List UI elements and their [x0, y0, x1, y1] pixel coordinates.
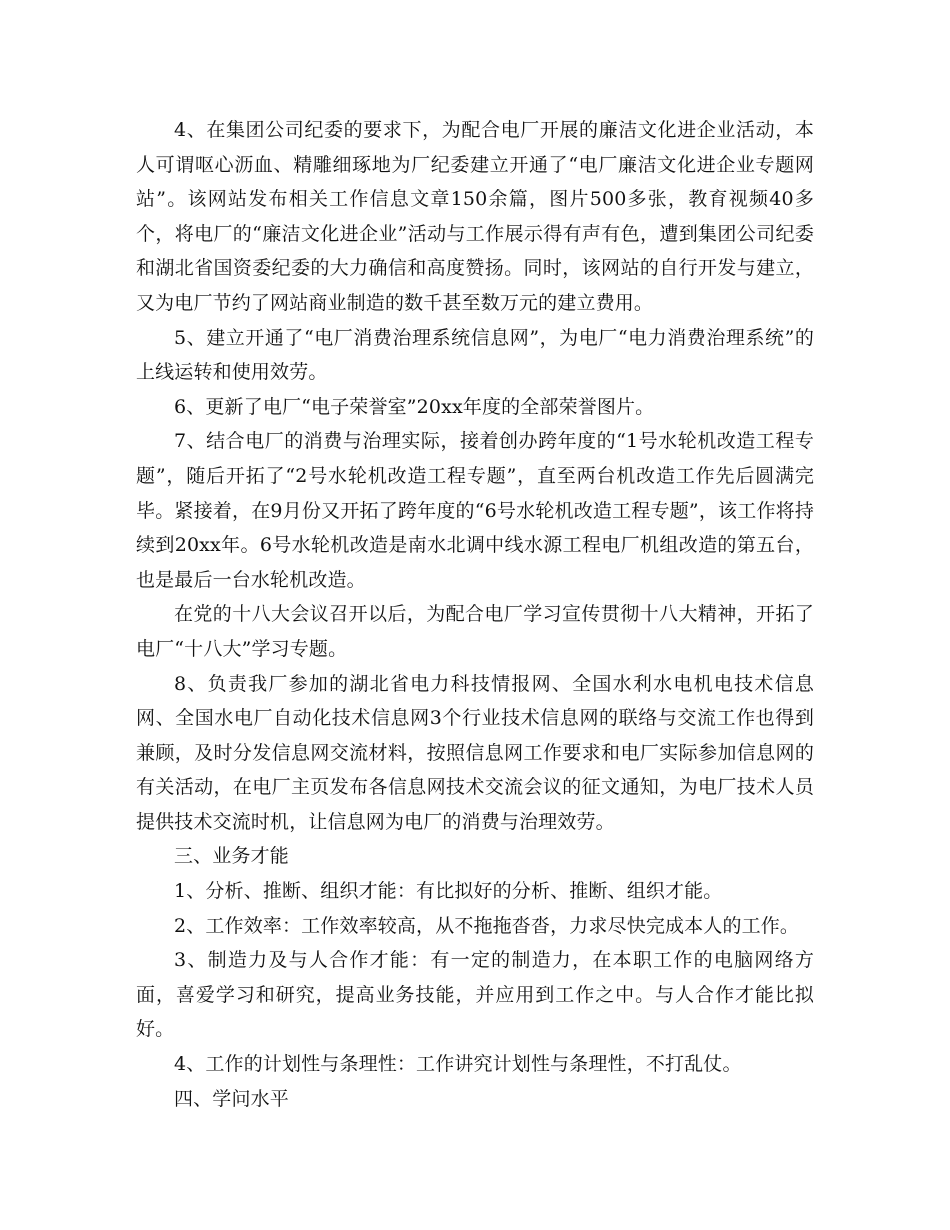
paragraph-ability-analysis: 1、分析、推断、组织才能：有比拟好的分析、推断、组织才能。: [174, 880, 723, 903]
paragraph-ability-creativity: 3、制造力及与人合作才能：有一定的制造力，在本职工作的电脑网络方面，喜爱学习和研究，提高业务技能，并应用到工作之中。与人合作才能比拟好。: [136, 949, 814, 1041]
paragraph-item-6-honor-room: 6、更新了电厂“电子荣誉室”20xx年度的全部荣誉图片。: [174, 395, 655, 418]
section-heading-business-ability: 三、业务才能: [174, 845, 289, 868]
paragraph-item-5-system-network: 5、建立开通了“电厂消费治理系统信息网”，为电厂“电力消费治理系统”的上线运转和使用效劳。: [136, 326, 814, 384]
paragraph-ability-planning: 4、工作的计划性与条理性：工作讲究计划性与条理性，不打乱仗。: [174, 1053, 742, 1076]
section-heading-knowledge-level: 四、学问水平: [174, 1087, 289, 1110]
paragraph-ability-efficiency: 2、工作效率：工作效率较高，从不拖拖沓沓，力求尽快完成本人的工作。: [174, 914, 800, 937]
paragraph-item-4-website: 4、在集团公司纪委的要求下，为配合电厂开展的廉洁文化进企业活动，本人可谓呕心沥血、精雕细琢地为厂纪委建立开通了“电厂廉洁文化进企业专题网站”。该网站发布相关工作信息文章150余篇，图片500多张，教育视频40多个，将电厂的“廉洁文化进企业”活动与工作展示得有声有色，遭到集团公司纪委和湖北省国资委纪委的大力确信和高度赞扬。同时，该网站的自行开发与建立，又为电厂节约了网站商业制造的数千甚至数万元的建立费用。: [136, 119, 814, 314]
paragraph-item-7-turbine-projects: 7、结合电厂的消费与治理实际，接着创办跨年度的“1号水轮机改造工程专题”，随后开拓了“2号水轮机改造工程专题”，直至两台机改造工作先后圆满完毕。紧接着，在9月份又开拓了跨年度的“6号水轮机改造工程专题”，该工作将持续到20xx年。6号水轮机改造是南水北调中线水源工程电厂机组改造的第五台，也是最后一台水轮机改造。: [136, 430, 814, 591]
paragraph-eighteenth-congress: 在党的十八大会议召开以后，为配合电厂学习宣传贯彻十八大精神，开拓了电厂“十八大”学习专题。: [136, 603, 814, 660]
paragraph-item-8-info-networks: 8、负责我厂参加的湖北省电力科技情报网、全国水利水电机电技术信息网、全国水电厂自动化技术信息网3个行业技术信息网的联络与交流工作也得到兼顾，及时分发信息网交流材料，按照信息网工作要求和电厂实际参加信息网的有关活动，在电厂主页发布各信息网技术交流会议的征文通知，为电厂技术人员提供技术交流时机，让信息网为电厂的消费与治理效劳。: [136, 672, 814, 833]
